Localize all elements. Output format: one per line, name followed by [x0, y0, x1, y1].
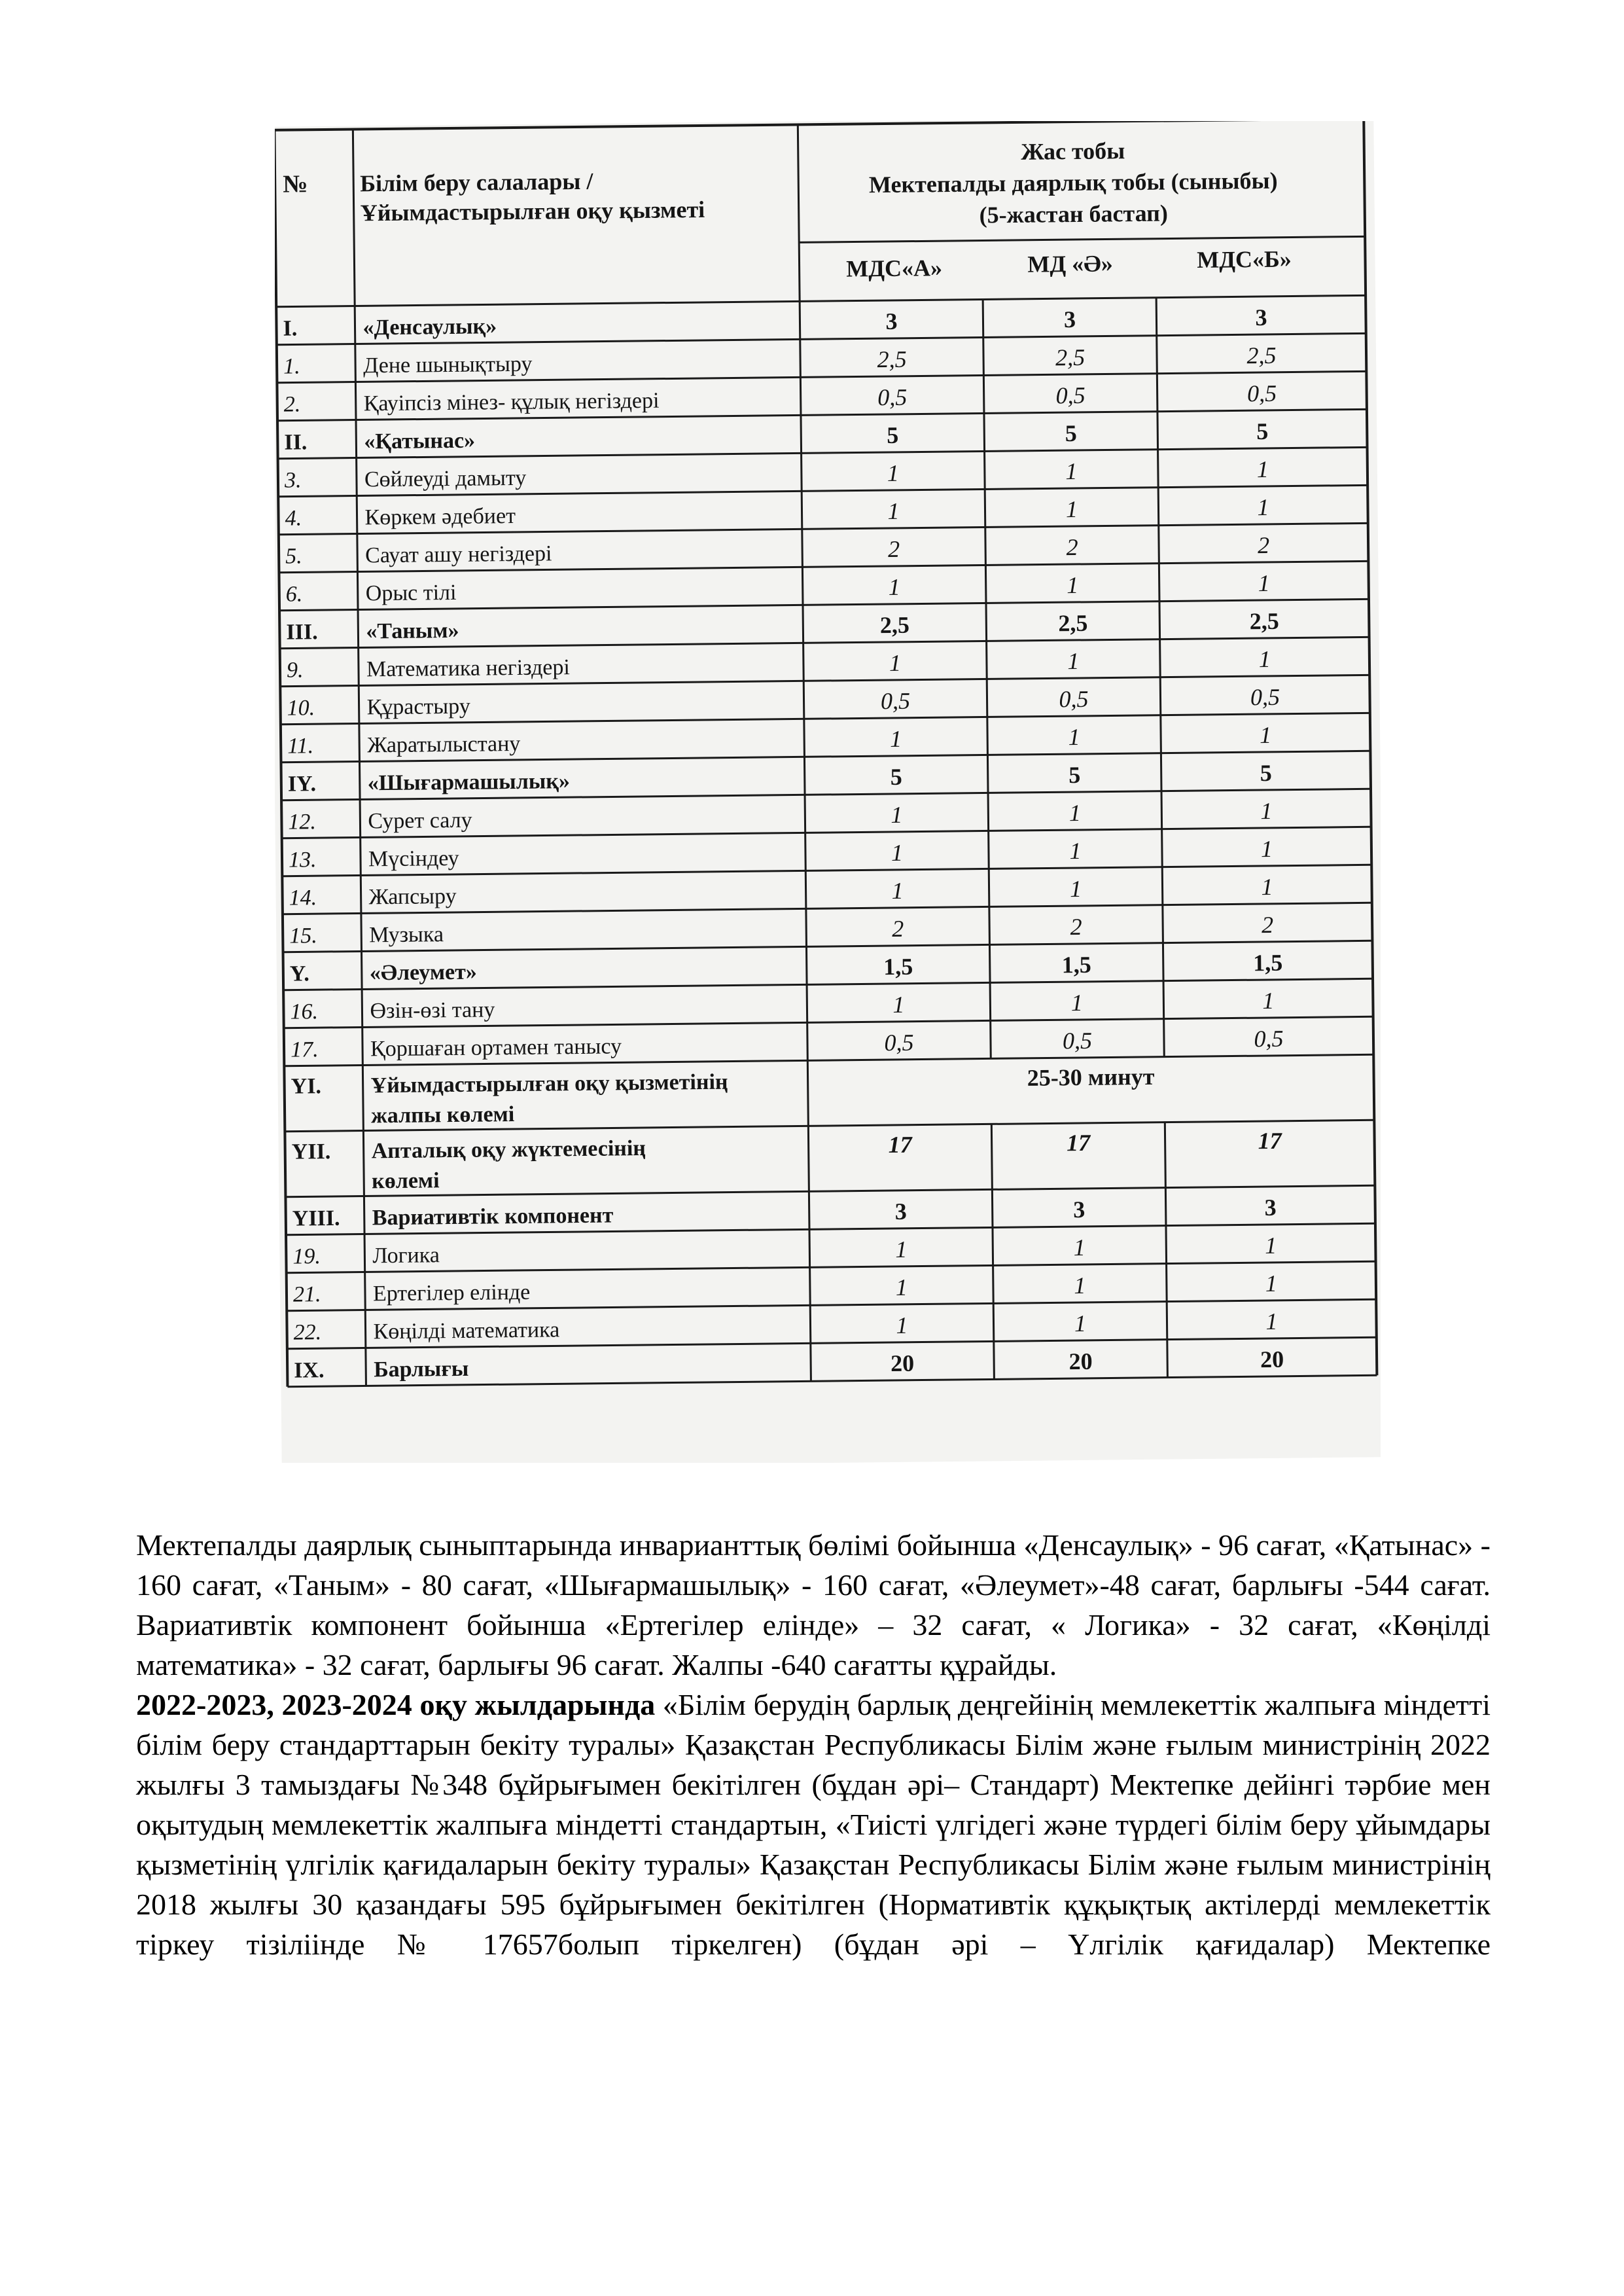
row-name: Логика: [372, 1243, 440, 1268]
row-name: «Шығармашылық»: [367, 769, 571, 796]
row-number: 1.: [283, 354, 300, 379]
row-number: 6.: [285, 582, 303, 607]
header-areas-line2: Ұйымдастырылған оқу қызметі: [360, 196, 705, 226]
row-number: YII.: [291, 1139, 331, 1164]
row-number: 17.: [290, 1037, 319, 1062]
table-rule: [1157, 412, 1158, 450]
row-name: Сөйлеуді дамыту: [364, 465, 527, 492]
table-rule: [989, 906, 990, 944]
row-number: 16.: [290, 999, 319, 1024]
table-rule: [992, 1189, 993, 1227]
header-col-b: МДС«Б»: [1197, 245, 1292, 274]
row-name: Математика негіздері: [366, 655, 571, 682]
value-mds-a: 1: [887, 459, 900, 487]
value-mds-a: 1: [895, 1274, 908, 1300]
paragraph-standards: [136, 1685, 1491, 1964]
value-mds-a: 1: [887, 497, 900, 525]
value-md-ae: 0,5: [1062, 1027, 1093, 1054]
value-mds-b: 5: [1256, 418, 1269, 445]
value-md-ae: 1: [1065, 457, 1078, 485]
row-name: «Таным»: [366, 618, 459, 644]
table-rule: [1159, 601, 1160, 639]
value-mds-a: 2: [887, 535, 900, 563]
value-mds-a: 5: [887, 422, 899, 449]
row-number: IY.: [287, 772, 317, 797]
row-number: 13.: [288, 848, 317, 872]
row-name: Құрастыру: [366, 694, 470, 720]
value-md-ae: 2: [1070, 913, 1082, 941]
row-name: Қауіпсіз мінез- құлық негіздері: [363, 388, 660, 416]
value-mds-a: 2,5: [879, 611, 910, 639]
value-mds-b: 1: [1265, 1270, 1278, 1297]
value-md-ae: 5: [1065, 420, 1077, 447]
value-mds-b: 2: [1261, 911, 1274, 939]
value-mds-b: 3: [1264, 1194, 1277, 1221]
table-rule: [991, 1124, 992, 1189]
value-md-ae: 2: [1066, 533, 1078, 561]
header-areas-line1: Білім беру салалары /: [360, 168, 593, 197]
value-md-ae: 17: [1066, 1129, 1091, 1157]
value-md-ae: 0,5: [1055, 382, 1086, 409]
value-mds-a: 17: [888, 1131, 912, 1158]
table-rule: [1161, 791, 1162, 829]
table-rule: [1162, 829, 1163, 867]
value-md-ae: 0,5: [1059, 685, 1089, 713]
value-mds-b: 2: [1257, 531, 1270, 559]
value-md-ae: 1: [1074, 1310, 1087, 1337]
value-mds-a: 3: [894, 1198, 907, 1225]
table-rule: [1162, 867, 1163, 905]
value-mds-b: 5: [1260, 759, 1272, 787]
curriculum-table: [275, 121, 1381, 1463]
row-name: Музыка: [369, 922, 444, 948]
value-mds-a: 1: [891, 801, 903, 828]
value-md-ae: 1: [1065, 495, 1078, 523]
header-age-group-line1: Жас тобы: [1021, 137, 1125, 165]
value-md-ae: 1: [1067, 571, 1079, 599]
value-md-ae: 2,5: [1058, 609, 1088, 637]
value-mds-b: 0,5: [1246, 380, 1277, 407]
merged-duration: 25-30 минут: [1027, 1063, 1155, 1091]
row-name-continued: жалпы көлемі: [370, 1102, 515, 1128]
row-number: 11.: [287, 734, 314, 759]
value-mds-a: 5: [890, 763, 902, 790]
value-mds-a: 2,5: [877, 346, 907, 373]
row-number: Y.: [289, 961, 309, 986]
table-rule: [1163, 981, 1164, 1019]
row-name: Өзін-өзі тану: [370, 997, 495, 1024]
value-mds-b: 1: [1260, 835, 1273, 863]
table-rule: [985, 527, 986, 565]
value-mds-b: 1: [1262, 987, 1275, 1014]
row-name: Ертегілер елінде: [372, 1280, 531, 1306]
paragraph-standards-text: «Білім берудің барлық деңгейінің мемлекеттік жалпыға міндетті білім беру стандарттарын бекіту туралы» Қазақстан Республикасы Білім және ғылым министрінің 2022 жылғы 3 тамыздағы №348 бұйрығымен бекітілген (бұдан әрі– Стандарт) Мектепке дейінгі тәрбие мен оқытудың мемлекеттік жалпыға міндетті стандартын, «Тиісті үлгідегі және түрдегі білім беру ұйымдары қызметінің үлгілік қағидаларын бекіту туралы» Қазақстан Республикасы Білім және ғылым министрінің 2018 жылғы 30 қазандағы 595 бұйрығымен бекітілген (Нормативтік құқықтық актілерді мемлекеттік тіркеу тізіліінде № 17657болып тіркелген) (бұдан әрі – Үлгілік қағидалар) Мектепке: [136, 1688, 1491, 1961]
row-name: Барлығы: [374, 1356, 469, 1382]
row-name: «Әлеумет»: [369, 960, 477, 986]
value-mds-b: 1: [1258, 569, 1270, 597]
value-md-ae: 2,5: [1055, 344, 1086, 371]
value-mds-a: 20: [890, 1350, 915, 1377]
row-name: «Қатынас»: [364, 428, 476, 454]
value-mds-b: 0,5: [1250, 683, 1280, 711]
table-rule: [1160, 677, 1161, 715]
row-name-continued: көлемі: [371, 1168, 440, 1194]
value-md-ae: 5: [1068, 761, 1081, 789]
row-number: 12.: [288, 810, 317, 834]
header-age-group-line2: Мектепалды даярлық тобы (сыныбы): [868, 167, 1278, 198]
table-rule: [989, 944, 990, 982]
table-rule: [986, 603, 987, 641]
body-text: [136, 1525, 1491, 1964]
table-rule: [990, 982, 991, 1020]
value-mds-a: 3: [885, 308, 898, 335]
value-mds-b: 20: [1260, 1346, 1284, 1373]
value-md-ae: 1: [1068, 723, 1080, 751]
row-number: 9.: [286, 658, 304, 683]
table-rule: [1158, 450, 1159, 488]
table-rule: [1160, 639, 1161, 677]
value-md-ae: 3: [1063, 306, 1076, 333]
row-number: 5.: [285, 544, 302, 569]
table-rule: [993, 1265, 994, 1303]
value-mds-a: 1: [895, 1236, 908, 1263]
row-name: Дене шынықтыру: [362, 351, 533, 378]
scanned-table-image: [275, 121, 1381, 1463]
header-no: №: [283, 170, 308, 198]
row-name: Сауат ашу негіздері: [364, 541, 552, 568]
row-number: YIII.: [292, 1206, 340, 1231]
value-md-ae: 1: [1070, 989, 1084, 1016]
row-number: III.: [286, 620, 318, 645]
value-mds-b: 2,5: [1246, 342, 1277, 369]
row-number: 2.: [283, 392, 301, 417]
header-age-group-line3: (5-жастан бастап): [979, 200, 1169, 228]
row-number: YI.: [291, 1074, 322, 1099]
row-number: IX.: [294, 1358, 325, 1383]
value-md-ae: 1: [1069, 837, 1082, 865]
value-mds-b: 3: [1255, 304, 1267, 331]
value-md-ae: 20: [1068, 1348, 1093, 1375]
academic-years-heading: 2022-2023, 2023-2024 оқу жылдарында: [136, 1688, 656, 1721]
value-mds-a: 1,5: [883, 953, 913, 980]
value-mds-b: 1: [1258, 645, 1271, 673]
value-mds-b: 1: [1256, 456, 1269, 483]
value-mds-b: 2,5: [1249, 607, 1280, 635]
row-number: II.: [284, 430, 308, 455]
row-name: Ұйымдастырылған оқу қызметінің: [370, 1069, 728, 1098]
row-name: Жапсыру: [368, 884, 457, 910]
value-mds-a: 2: [891, 915, 904, 942]
table-rule: [1164, 1019, 1165, 1057]
header-col-a: МДС«А»: [846, 255, 943, 282]
value-mds-a: 0,5: [880, 687, 911, 715]
value-mds-b: 1: [1257, 493, 1269, 521]
value-mds-b: 17: [1258, 1127, 1282, 1155]
row-name: Вариативтік компонент: [372, 1203, 614, 1230]
table-rule: [994, 1341, 995, 1379]
row-number: 14.: [289, 886, 317, 910]
row-number: 4.: [285, 506, 302, 531]
row-number: 15.: [289, 924, 317, 948]
row-number: 19.: [292, 1244, 321, 1269]
table-rule: [983, 375, 984, 413]
table-rule: [1156, 298, 1157, 336]
value-md-ae: 1: [1073, 1234, 1086, 1261]
table-rule: [1166, 1226, 1167, 1264]
table-rule: [1167, 1340, 1168, 1378]
row-name: Орыс тілі: [365, 580, 457, 606]
value-md-ae: 1: [1067, 647, 1080, 675]
row-name: Көркем әдебиет: [364, 503, 516, 530]
value-mds-b: 1: [1260, 797, 1273, 825]
table-rule: [993, 1303, 994, 1341]
value-mds-a: 1: [891, 839, 904, 866]
value-md-ae: 1: [1074, 1272, 1086, 1299]
value-mds-a: 1: [889, 649, 902, 677]
table-rule: [1165, 1188, 1166, 1226]
value-mds-b: 1: [1261, 873, 1273, 901]
row-name: Көңілді математика: [373, 1318, 560, 1344]
header-col-ae: МД «Ә»: [1027, 250, 1113, 278]
row-name: Апталық оқу жүктемесінің: [371, 1136, 646, 1164]
value-mds-b: 1: [1259, 721, 1272, 749]
value-mds-a: 0,5: [877, 384, 908, 411]
value-mds-a: 1: [889, 725, 902, 752]
value-mds-a: 1: [896, 1312, 908, 1338]
value-md-ae: 3: [1072, 1196, 1086, 1223]
table-rule: [984, 413, 985, 451]
row-name: Қоршаған ортамен танысу: [370, 1034, 622, 1062]
table-rule: [1158, 488, 1159, 526]
value-md-ae: 1,5: [1061, 951, 1091, 978]
row-number: 21.: [292, 1282, 321, 1307]
value-mds-a: 1: [888, 573, 900, 601]
row-number: I.: [283, 316, 298, 341]
row-number: 3.: [284, 468, 302, 493]
value-mds-b: 0,5: [1254, 1025, 1284, 1052]
value-mds-a: 1: [892, 991, 905, 1018]
row-number: 10.: [287, 696, 315, 721]
value-md-ae: 1: [1068, 799, 1082, 827]
value-mds-a: 0,5: [884, 1029, 914, 1056]
table-rule: [983, 337, 984, 375]
table-rule: [988, 793, 989, 831]
table-rule: [987, 755, 988, 793]
table-rule: [987, 717, 988, 755]
value-mds-b: 1: [1265, 1308, 1278, 1335]
row-number: 22.: [293, 1320, 322, 1345]
row-name: Жаратылыстану: [367, 731, 521, 758]
table-rule: [985, 565, 986, 603]
value-md-ae: 1: [1069, 875, 1082, 903]
row-name: Сурет салу: [368, 808, 472, 834]
paragraph-hours-summary: Мектепалды даярлық сыныптарында инварианттық бөлімі бойынша «Денсаулық» - 96 сағат, «Қатынас» - 160 сағат, «Таным» - 80 сағат, «Шығармашылық» - 160 сағат, «Әлеумет»-48 сағат, барлығы -544 сағат. Вариативтік компонент бойынша «Ертегілер елінде» – 32 сағат, « Логика» - 32 сағат, «Көңілді математика» - 32 сағат, барлығы 96 сағат. Жалпы -640 сағатты құрайды.: [136, 1528, 1491, 1681]
row-name: «Денсаулық»: [362, 314, 497, 340]
value-mds-b: 1,5: [1253, 949, 1283, 977]
value-mds-b: 1: [1265, 1232, 1277, 1259]
value-mds-a: 1: [891, 877, 904, 904]
row-name: Мүсіндеу: [368, 846, 459, 872]
